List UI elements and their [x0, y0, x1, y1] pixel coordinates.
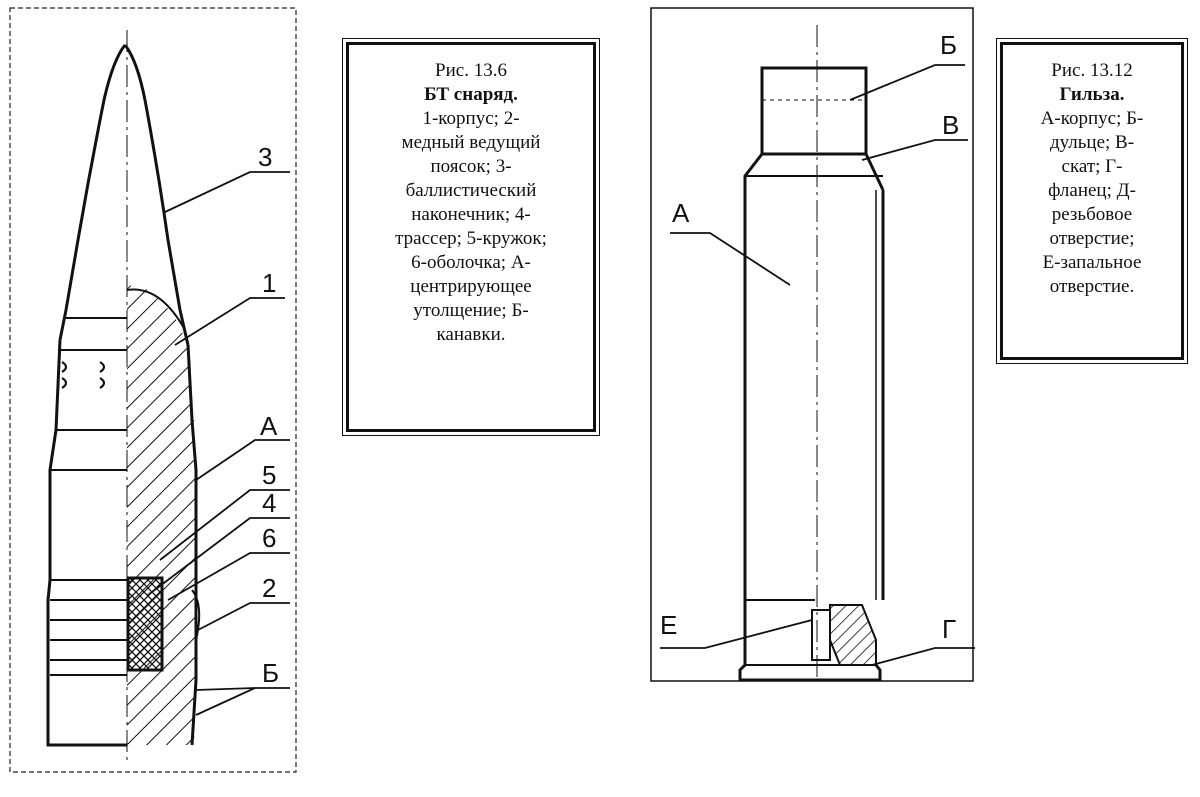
- caption-line: поясок; 3-: [430, 156, 512, 177]
- caption-title: Рис. 13.12: [1051, 60, 1133, 81]
- label-V: В: [942, 110, 960, 140]
- caption-line: Е-запальное: [1042, 252, 1142, 273]
- caption-line: 6-оболочка; А-: [411, 252, 531, 273]
- label-1: 1: [262, 268, 277, 298]
- cartridge-case-drawing: [740, 25, 883, 680]
- caption-subtitle: БТ снаряд.: [424, 84, 518, 105]
- caption-line: отверстие;: [1049, 228, 1135, 249]
- caption-line: центрирующее: [410, 276, 532, 297]
- caption-line: медный ведущий: [401, 132, 541, 153]
- caption-line: утолщение; Б-: [413, 300, 529, 321]
- caption-line: отверстие.: [1049, 276, 1135, 297]
- caption-subtitle: Гильза.: [1059, 84, 1125, 105]
- label-3: 3: [258, 142, 273, 172]
- caption-line: дульце; В-: [1049, 132, 1135, 153]
- label-B-right: Б: [940, 30, 958, 60]
- caption-line: резьбовое: [1051, 204, 1133, 225]
- caption-fig-13-6: [346, 42, 596, 432]
- caption-line: А-корпус; Б-: [1040, 108, 1144, 129]
- label-5: 5: [262, 460, 277, 490]
- tracer-section: [128, 578, 162, 670]
- caption-line: 1-корпус; 2-: [422, 108, 520, 129]
- label-2: 2: [262, 573, 277, 603]
- label-A-right: А: [672, 198, 690, 228]
- label-6: 6: [262, 523, 277, 553]
- label-A-left: А: [260, 411, 278, 441]
- caption-title: Рис. 13.6: [435, 60, 507, 81]
- label-G: Г: [942, 614, 957, 644]
- right-figure-frame: [651, 8, 973, 681]
- label-B-left: Б: [262, 658, 280, 688]
- caption-line: наконечник; 4-: [411, 204, 531, 225]
- caption-line: трассер; 5-кружок;: [395, 228, 547, 249]
- caption-line: баллистический: [405, 180, 537, 201]
- label-4: 4: [262, 488, 277, 518]
- caption-fig-13-12: [1000, 42, 1184, 360]
- caption-line: скат; Г-: [1061, 156, 1123, 177]
- projectile-drawing: [48, 30, 199, 760]
- label-E: Е: [660, 610, 678, 640]
- caption-line: канавки.: [436, 324, 506, 345]
- caption-line: фланец; Д-: [1048, 180, 1136, 201]
